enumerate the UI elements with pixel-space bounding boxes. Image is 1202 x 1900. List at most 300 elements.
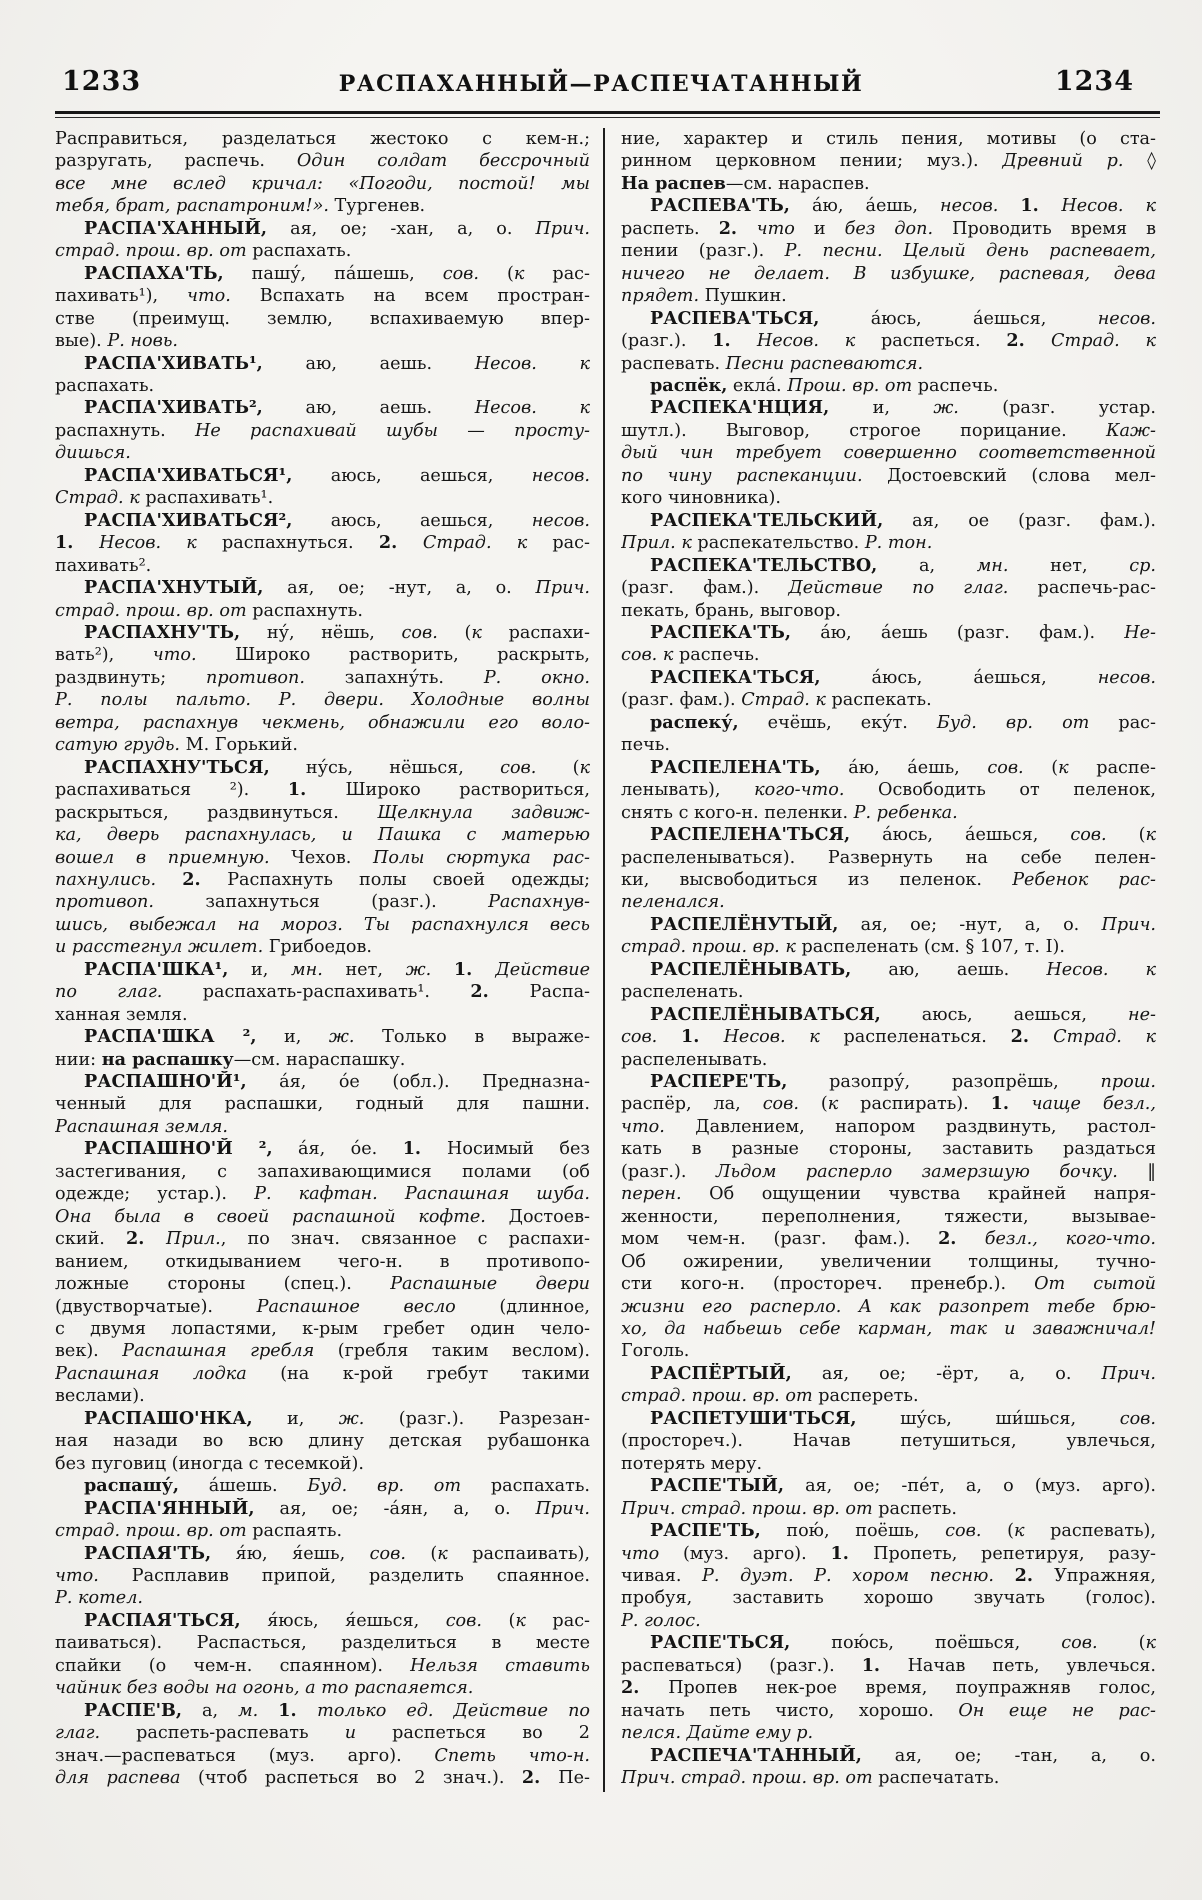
text-run: Один солдат бессрочный bbox=[296, 151, 590, 172]
text-run: Распашные двери bbox=[390, 1274, 590, 1295]
text-run: женности, переполнения, тяжести, вызывае- bbox=[621, 1206, 1156, 1227]
text-run: ◊ bbox=[1123, 151, 1156, 172]
right-column bbox=[621, 128, 1156, 1790]
headword-run: 2. bbox=[1010, 1026, 1054, 1048]
text-run: сов. к bbox=[621, 645, 674, 666]
text-run: несов. bbox=[1097, 308, 1156, 329]
text-run: вать²), bbox=[55, 645, 153, 666]
text-run: распеленывать. bbox=[621, 1049, 768, 1070]
text-run: сов. bbox=[762, 1094, 799, 1115]
text-line bbox=[621, 263, 1156, 285]
text-line bbox=[621, 600, 1156, 622]
text-line bbox=[55, 1610, 590, 1632]
headword-run: РАСПЕВА'ТЬ, bbox=[650, 195, 790, 217]
text-line bbox=[621, 510, 1156, 532]
text-run: Страд. к bbox=[741, 690, 826, 711]
text-line bbox=[55, 600, 590, 622]
text-run: распахать. bbox=[461, 1476, 590, 1497]
text-run: Р. полы пальто. Р. двери. Холодные волны bbox=[55, 690, 590, 711]
text-line bbox=[621, 1385, 1156, 1407]
text-line bbox=[55, 644, 590, 666]
text-line bbox=[55, 1565, 590, 1587]
text-run: к bbox=[1058, 757, 1069, 778]
text-run: распекать. bbox=[825, 690, 932, 711]
headword-run: РАСПЕ'В, bbox=[84, 1699, 182, 1721]
headword-run: 1. bbox=[861, 1654, 908, 1676]
text-run: Несов. к bbox=[1061, 196, 1156, 217]
text-run bbox=[431, 960, 454, 980]
text-line bbox=[621, 1430, 1156, 1452]
text-line bbox=[55, 308, 590, 330]
text-line bbox=[55, 1049, 590, 1071]
text-line bbox=[55, 824, 590, 846]
text-line bbox=[621, 1049, 1156, 1071]
text-line bbox=[621, 577, 1156, 599]
text-run: Ребенок рас- bbox=[1012, 869, 1156, 890]
headword-run: РАСПЕЛЕНА'ТЬСЯ, bbox=[650, 824, 851, 846]
text-line bbox=[621, 802, 1156, 824]
text-run: распеленать. bbox=[621, 982, 744, 1003]
text-run: распеваться) (разг.). bbox=[621, 1655, 862, 1676]
text-run: Прич. bbox=[535, 1498, 590, 1519]
text-line bbox=[621, 779, 1156, 801]
text-run: ( bbox=[981, 1521, 1014, 1542]
text-line bbox=[55, 195, 590, 217]
text-run: знач.—распеваться (муз. арго). bbox=[55, 1745, 435, 1766]
text-run: мн. bbox=[291, 959, 323, 980]
text-run: ( bbox=[1097, 1633, 1146, 1654]
text-line bbox=[55, 1026, 590, 1048]
text-run: все мне вслед кричал: «Погоди, постой! мы bbox=[55, 173, 590, 194]
text-run: Грибоедов. bbox=[263, 937, 372, 958]
text-run: ‖ bbox=[1117, 1161, 1156, 1182]
text-run: что. bbox=[55, 1566, 99, 1586]
headword-run: РАСПЕКА'ТЬСЯ, bbox=[650, 666, 821, 688]
text-line bbox=[55, 577, 590, 599]
text-run: Страд. к bbox=[55, 488, 140, 509]
text-run: шутл.). Выговор, строгое порицание. bbox=[621, 420, 1106, 441]
text-line bbox=[55, 1722, 590, 1744]
text-line bbox=[621, 1318, 1156, 1340]
text-run: ая, ое; -хан, а, о. bbox=[267, 218, 536, 239]
text-line bbox=[55, 667, 590, 689]
text-run: паиваться). Распасться, разделиться в месте bbox=[55, 1633, 590, 1654]
text-run: ский. bbox=[55, 1229, 127, 1250]
text-run: запахнуться (разг.). bbox=[153, 892, 489, 913]
text-run: печь. bbox=[621, 735, 670, 756]
headword-run: РАСПА'ШКА¹, bbox=[84, 958, 229, 980]
text-run: распаивать), bbox=[447, 1543, 590, 1564]
text-run: аю, аешь. bbox=[262, 353, 475, 374]
headword-run: РАСПАШНО'Й¹, bbox=[84, 1071, 247, 1093]
text-run: сов. bbox=[1070, 825, 1107, 846]
text-line bbox=[621, 1408, 1156, 1430]
text-run: Страд. к bbox=[1051, 331, 1156, 352]
text-run: Несов. к bbox=[474, 353, 590, 374]
text-run: страд. прош. вр. от bbox=[55, 600, 247, 621]
text-run: Упражняя, bbox=[1054, 1566, 1156, 1586]
text-line bbox=[55, 689, 590, 711]
text-run: распе- bbox=[1068, 757, 1156, 778]
text-run: пахивать¹), bbox=[55, 286, 188, 307]
text-line bbox=[621, 240, 1156, 262]
headword-run: 2. bbox=[938, 1228, 985, 1250]
text-run: ечёшь, еку́т. bbox=[738, 712, 937, 733]
text-run: распахать. bbox=[246, 241, 352, 262]
headword-run: 1. bbox=[453, 958, 496, 980]
text-run: что bbox=[756, 218, 795, 239]
text-run: дишься. bbox=[55, 443, 131, 464]
text-run: к bbox=[515, 1610, 526, 1631]
text-run: аюсь, аешься, bbox=[880, 1004, 1129, 1025]
text-line bbox=[55, 397, 590, 419]
text-run: Спеть что-н. bbox=[434, 1745, 590, 1766]
headword-run: 1. bbox=[830, 1542, 874, 1564]
text-run: Щелкнула задвиж- bbox=[377, 802, 590, 823]
text-run: (муз. арго). bbox=[659, 1543, 831, 1564]
text-run: ная назади во всю длину детская рубашонка bbox=[55, 1431, 590, 1452]
text-run: распахнуться. bbox=[196, 533, 379, 554]
text-run: распахать-распахивать¹. bbox=[162, 982, 471, 1003]
headword-run: РАСПЕ'ТЬ, bbox=[650, 1520, 761, 1542]
text-line bbox=[55, 375, 590, 397]
text-line bbox=[55, 173, 590, 195]
text-run: (разг. устар. bbox=[958, 398, 1156, 419]
text-line bbox=[621, 1745, 1156, 1767]
text-line bbox=[621, 1206, 1156, 1228]
text-run: распеть-распевать bbox=[100, 1723, 345, 1744]
text-run: Несов. к bbox=[1046, 959, 1156, 980]
text-run: ( bbox=[1106, 825, 1146, 846]
text-run: шу́сь, ши́шься, bbox=[856, 1408, 1120, 1429]
text-run: пекать, брань, выговор. bbox=[621, 600, 842, 621]
text-line bbox=[621, 712, 1156, 734]
headword-run: РАСПАХА'ТЬ, bbox=[84, 262, 224, 284]
headword-run: РАСПА'ЯННЫЙ, bbox=[84, 1497, 255, 1519]
text-run: Действие по глаг. bbox=[788, 578, 1009, 599]
text-run: распахиваться ²). bbox=[55, 780, 288, 801]
text-line bbox=[55, 1498, 590, 1520]
headword-run: РАСПА'ХНУТЫЙ, bbox=[84, 577, 264, 599]
headword-run: 1. bbox=[55, 532, 100, 554]
text-run: Буд. вр. от bbox=[307, 1476, 462, 1497]
text-line bbox=[55, 891, 590, 913]
text-run: страд. прош. вр. от bbox=[621, 1386, 813, 1407]
headword-run: 2. bbox=[621, 1677, 669, 1699]
text-line bbox=[621, 1251, 1156, 1273]
headword-run: 1. bbox=[402, 1138, 448, 1160]
text-run: ая, ое; -нут, а, о. bbox=[263, 578, 536, 599]
text-run: М. Горький. bbox=[180, 735, 298, 756]
text-run: Пропеть, репетируя, разу- bbox=[873, 1543, 1156, 1564]
text-run: Пропев нек-рое время, поупражняв голос, bbox=[668, 1678, 1156, 1699]
text-run: к bbox=[1145, 1633, 1156, 1654]
text-run: не- bbox=[1128, 1004, 1156, 1025]
text-run: распечь. bbox=[912, 375, 999, 396]
text-run: ченный для распашки, годный для пашни. bbox=[55, 1094, 590, 1115]
text-line bbox=[621, 689, 1156, 711]
text-run: а́я, о́е (обл.). Предназна- bbox=[246, 1072, 590, 1093]
text-run: ая, ое; -а́ян, а, о. bbox=[254, 1498, 536, 1519]
text-run: ая, ое; -тан, а, о. bbox=[861, 1745, 1156, 1766]
text-run: Широко растворить, раскрыть, bbox=[196, 645, 590, 666]
text-run: стве (преимущ. землю, вспахиваемую впер- bbox=[55, 308, 590, 329]
text-run: Прич. страд. прош. вр. от bbox=[621, 1498, 873, 1519]
text-line bbox=[55, 1093, 590, 1115]
text-run: (двустворчатые). bbox=[55, 1296, 257, 1317]
text-line bbox=[55, 1408, 590, 1430]
headword-run: 1. bbox=[680, 1026, 724, 1048]
headword-run: РАСПАЯ'ТЬСЯ, bbox=[84, 1609, 241, 1631]
text-run: аю, аешь. bbox=[262, 398, 475, 419]
text-line bbox=[55, 1340, 590, 1362]
text-run: пою́, поёшь, bbox=[760, 1521, 946, 1542]
text-run: вые). bbox=[55, 331, 108, 352]
page-number-right: 1234 bbox=[1054, 66, 1134, 97]
text-run: а́я, о́е. bbox=[272, 1139, 403, 1160]
text-run: и, bbox=[256, 1027, 329, 1048]
text-line bbox=[621, 1093, 1156, 1115]
text-run: Чехов. bbox=[269, 847, 374, 868]
headword-run: распеку́, bbox=[650, 711, 739, 733]
text-line bbox=[621, 1565, 1156, 1587]
text-line bbox=[621, 1700, 1156, 1722]
headword-run: распашу́, bbox=[84, 1475, 179, 1497]
text-run: Прич. bbox=[535, 578, 590, 599]
headword-run: 2. bbox=[718, 217, 757, 239]
headword-run: РАСПА'ХИВАТЬСЯ², bbox=[84, 509, 293, 531]
text-run: распеленать (см. § 107, т. I). bbox=[795, 937, 1065, 958]
text-run: Пушкин. bbox=[699, 286, 787, 307]
headword-run: 1. bbox=[712, 330, 757, 352]
text-run: несов. bbox=[1097, 667, 1156, 688]
text-run: (чтоб распеться во 2 знач.). bbox=[180, 1768, 522, 1789]
text-run: аюсь, аешься, bbox=[292, 465, 532, 486]
text-line bbox=[55, 1296, 590, 1318]
header-rule-thin bbox=[55, 117, 1160, 118]
text-run: Р. ребенка. bbox=[853, 802, 958, 823]
text-run: рас- bbox=[524, 263, 590, 284]
text-run: запахну́ть. bbox=[304, 667, 484, 688]
headword-run: РАСПА'ХИВАТЬ², bbox=[84, 397, 263, 419]
text-run: Несов. к bbox=[723, 1027, 820, 1048]
text-run: Распашная гребля bbox=[122, 1341, 315, 1362]
text-line bbox=[55, 802, 590, 824]
text-run: ( bbox=[437, 622, 472, 643]
text-run: ж. bbox=[405, 959, 432, 980]
text-line bbox=[621, 824, 1156, 846]
text-run: что. bbox=[621, 1116, 665, 1137]
text-run: сов. bbox=[442, 263, 479, 284]
text-run: шись, выбежал на мороз. Ты распахнулся весь bbox=[55, 914, 590, 935]
text-run: и, bbox=[252, 1408, 339, 1429]
text-line bbox=[55, 1161, 590, 1183]
text-run: я́ю, я́ешь, bbox=[211, 1543, 370, 1564]
text-line bbox=[621, 1610, 1156, 1632]
text-line bbox=[55, 757, 590, 779]
text-run: ханная земля. bbox=[55, 1004, 188, 1025]
text-run: распечь. bbox=[673, 645, 760, 666]
text-run: пелся. Дайте ему р. bbox=[621, 1723, 814, 1744]
text-run bbox=[156, 870, 182, 890]
text-run: сов. bbox=[945, 1521, 982, 1542]
headword-run: 2. bbox=[182, 868, 228, 890]
text-run: что. bbox=[187, 286, 231, 307]
text-line bbox=[55, 240, 590, 262]
page-number-left: 1233 bbox=[62, 66, 142, 97]
text-line bbox=[55, 869, 590, 891]
text-line bbox=[55, 150, 590, 172]
text-line bbox=[621, 734, 1156, 756]
text-run: Прич. страд. прош. вр. от bbox=[621, 1768, 873, 1789]
text-run: что. bbox=[152, 645, 197, 666]
text-run: и bbox=[344, 1723, 357, 1744]
text-line bbox=[55, 1632, 590, 1654]
text-run: ж. bbox=[933, 398, 959, 419]
headword-run: РАСПЕЛЁНУТЫЙ, bbox=[650, 913, 839, 935]
text-run: Он еще не рас- bbox=[958, 1700, 1156, 1721]
text-run: распирать). bbox=[838, 1094, 991, 1115]
text-run: снять с кого-н. пеленки. bbox=[621, 802, 854, 823]
text-run: Каж- bbox=[1105, 420, 1156, 441]
text-line bbox=[621, 487, 1156, 509]
text-line bbox=[621, 622, 1156, 644]
text-run: по чину распеканции. bbox=[621, 465, 863, 486]
text-line bbox=[621, 555, 1156, 577]
text-run: пахивать². bbox=[55, 555, 152, 576]
text-line bbox=[55, 622, 590, 644]
text-line bbox=[55, 218, 590, 240]
text-line bbox=[55, 1183, 590, 1205]
text-run: сов. bbox=[1061, 1633, 1098, 1654]
text-line bbox=[55, 1430, 590, 1452]
text-run: нии: bbox=[55, 1049, 102, 1070]
text-run: Распа- bbox=[529, 982, 590, 1003]
text-run: Начав петь, увлечься. bbox=[907, 1655, 1156, 1676]
headword-run: 1. bbox=[990, 1093, 1032, 1115]
text-line bbox=[55, 1543, 590, 1565]
text-line bbox=[55, 1475, 590, 1497]
text-line bbox=[55, 465, 590, 487]
header-rule-thick bbox=[55, 111, 1160, 114]
headword-run: 2. bbox=[521, 1767, 559, 1789]
text-run: сов. bbox=[500, 757, 537, 778]
text-line bbox=[621, 353, 1156, 375]
text-run: к bbox=[471, 622, 482, 643]
text-run: распаять. bbox=[246, 1521, 343, 1542]
text-run: к bbox=[437, 1543, 448, 1564]
text-run: ( bbox=[798, 1094, 828, 1115]
text-run: глаг. bbox=[55, 1723, 101, 1744]
text-run: Распахнув- bbox=[488, 892, 590, 913]
text-run: хо, да набьешь себе карман, так и заважничал! bbox=[621, 1319, 1156, 1340]
headword-run: РАСПЕТУШИ'ТЬСЯ, bbox=[650, 1407, 857, 1429]
text-line bbox=[55, 1745, 590, 1767]
text-line bbox=[621, 1273, 1156, 1295]
text-line bbox=[55, 1363, 590, 1385]
headword-run: РАСПЕКА'ТЕЛЬСТВО, bbox=[650, 554, 878, 576]
headword-run: 2. bbox=[378, 532, 423, 554]
text-line bbox=[55, 420, 590, 442]
text-line bbox=[621, 1296, 1156, 1318]
text-run: распеленаться. bbox=[819, 1027, 1011, 1048]
text-run: дый чин требует совершенно соответственной bbox=[621, 443, 1156, 464]
text-run: сов. bbox=[1119, 1408, 1156, 1429]
text-line bbox=[55, 1587, 590, 1609]
text-run: Пе- bbox=[558, 1768, 590, 1789]
text-run: начать петь чисто, хорошо. bbox=[621, 1700, 959, 1721]
text-run: ( bbox=[536, 757, 580, 778]
text-run: прош. bbox=[1100, 1072, 1156, 1093]
text-line bbox=[621, 1138, 1156, 1160]
headword-run: 2. bbox=[470, 981, 530, 1003]
text-run: ( bbox=[405, 1543, 438, 1564]
text-line bbox=[621, 869, 1156, 891]
text-run: (разг.). bbox=[621, 1161, 716, 1182]
text-line bbox=[55, 981, 590, 1003]
text-run: а, bbox=[181, 1700, 239, 1721]
left-column bbox=[55, 128, 590, 1790]
text-run: распахи- bbox=[481, 622, 590, 643]
text-run: (разг.). Разрезан- bbox=[364, 1408, 590, 1429]
running-title: РАСПАХАННЫЙ—РАСПЕЧАТАННЫЙ bbox=[338, 71, 864, 97]
text-run: что bbox=[621, 1543, 660, 1564]
text-run: сов. bbox=[369, 1543, 406, 1564]
text-run: чивая. bbox=[621, 1566, 703, 1586]
text-run: (на к-рой гребут такими bbox=[246, 1363, 590, 1384]
headword-run: РАСПА'ХИВАТЬ¹, bbox=[84, 352, 263, 374]
text-line bbox=[621, 1722, 1156, 1744]
text-line bbox=[621, 891, 1156, 913]
text-run: Только в выраже- bbox=[354, 1027, 590, 1048]
text-line bbox=[621, 375, 1156, 397]
text-run: ничего не делает. В избушке, распевая, дева bbox=[621, 263, 1156, 284]
text-run: Расплавив припой, разделить спаянное. bbox=[98, 1566, 590, 1586]
text-line bbox=[621, 936, 1156, 958]
text-run: Несов. к bbox=[99, 533, 197, 554]
text-line bbox=[621, 847, 1156, 869]
text-line bbox=[621, 532, 1156, 554]
headword-run: 2. bbox=[1006, 330, 1052, 352]
headword-run: 2. bbox=[126, 1228, 167, 1250]
text-run: Р. новь. bbox=[107, 331, 178, 352]
text-run: вошел в приемную. bbox=[55, 847, 270, 868]
text-line bbox=[55, 442, 590, 464]
text-run bbox=[998, 196, 1020, 216]
text-run: —см. нараспашку. bbox=[233, 1049, 406, 1070]
text-run: распахнуть. bbox=[246, 600, 363, 621]
text-run: ( bbox=[481, 1610, 516, 1631]
text-run: пении (разг.). bbox=[621, 241, 785, 262]
headword-run: РАСПА'ХИВАТЬСЯ¹, bbox=[84, 464, 293, 486]
text-line bbox=[621, 173, 1156, 195]
text-run: кого-что. bbox=[754, 780, 845, 801]
text-run: раскрыться, раздвинуться. bbox=[55, 802, 378, 823]
text-run: Тургенев. bbox=[328, 196, 426, 217]
headword-run: РАСПЕЛЁНЫВАТЬСЯ, bbox=[650, 1003, 881, 1025]
text-run: Р. кафтан. Распашная шуба. bbox=[254, 1184, 590, 1205]
headword-run: РАСПЕ'ТЫЙ, bbox=[650, 1475, 784, 1497]
text-line bbox=[621, 420, 1156, 442]
text-run: Об ожирении, увеличении толщины, тучно- bbox=[621, 1251, 1156, 1272]
headword-run: РАСПЕРЕ'ТЬ, bbox=[650, 1071, 788, 1093]
text-run: к bbox=[1013, 1521, 1025, 1542]
text-run: ая, ое; -пе́т, а, о (муз. арго). bbox=[783, 1476, 1156, 1497]
text-run: Р. дуэт. Р. хором песню. bbox=[702, 1566, 994, 1586]
text-run: Полы сюртука рас- bbox=[373, 847, 590, 868]
text-line bbox=[621, 1363, 1156, 1385]
text-line bbox=[55, 712, 590, 734]
